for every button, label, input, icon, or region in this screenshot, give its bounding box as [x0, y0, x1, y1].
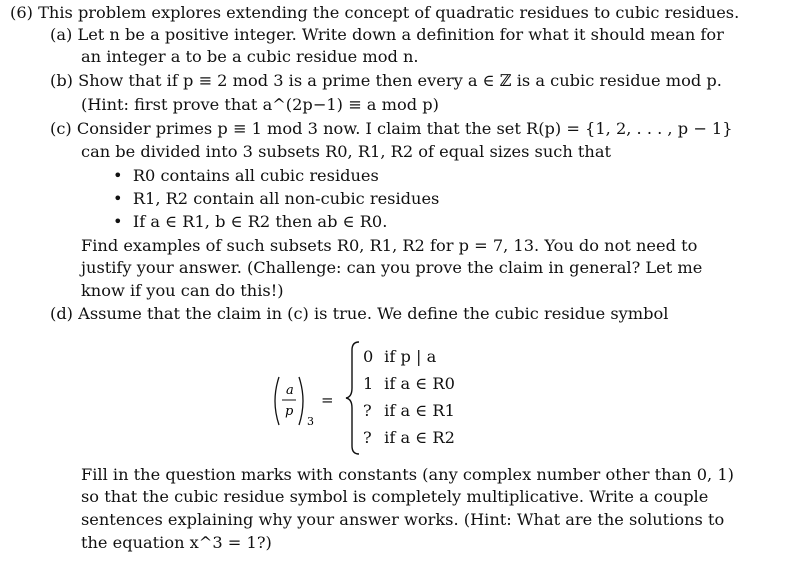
part-c-bullet-1: • R0 contains all cubic residues — [113, 166, 379, 185]
bullet-dot: • — [113, 166, 133, 185]
symbol-subscript: 3 — [307, 415, 314, 427]
part-c-after-1: Find examples of such subsets R0, R1, R2 for p = 7, 13. You do not need to — [81, 236, 698, 255]
problem-number: (6) — [10, 3, 33, 22]
part-b-label: (b) — [50, 71, 73, 90]
symbol-equals: = — [321, 391, 334, 409]
part-b-text-1: Show that if p ≡ 2 mod 3 is a prime then every a ∈ ℤ is a cubic residue mod p. — [78, 71, 722, 90]
part-c-bullet-3: • If a ∈ R1, b ∈ R2 then ab ∈ R0. — [113, 212, 388, 231]
case-row: 1 if a ∈ R0 — [363, 374, 455, 393]
cubic-residue-symbol — [269, 375, 341, 427]
part-a-text-2: an integer a to be a cubic residue mod n. — [81, 47, 419, 66]
left-paren — [275, 377, 279, 425]
symbol-bottom: p — [285, 404, 294, 419]
part-c-text-2: can be divided into 3 subsets R0, R1, R2 of equal sizes such that — [81, 142, 611, 161]
right-paren — [299, 377, 303, 425]
part-d-after-3: sentences explaining why your answer works. (Hint: What are the solutions to — [81, 510, 725, 529]
bullet-dot: • — [113, 189, 133, 208]
part-d-text-1: Assume that the claim in (c) is true. We define the cubic residue symbol — [78, 304, 669, 323]
part-c-after-2: justify your answer. (Challenge: can you prove the claim in general? Let me — [81, 258, 703, 277]
problem-intro-line — [10, 2, 739, 24]
part-c-after-3: know if you can do this!) — [81, 281, 284, 300]
part-c-text-1: Consider primes p ≡ 1 mod 3 now. I claim that the set R(p) = {1, 2, . . . , p − 1} — [76, 119, 733, 138]
part-c-label: (c) — [50, 119, 72, 138]
case-row: 0 if p | a — [363, 347, 437, 366]
part-c-line-1 — [50, 118, 733, 140]
part-b-text-2: (Hint: first prove that a^(2p−1) ≡ a mod p) — [81, 95, 439, 114]
bullet-dot: • — [113, 212, 133, 231]
cases-brace — [343, 340, 363, 456]
part-d-after-1: Fill in the question marks with constants (any complex number other than 0, 1) — [81, 465, 734, 484]
part-d-label: (d) — [50, 304, 73, 323]
part-d-after-2: so that the cubic residue symbol is completely multiplicative. Write a couple — [81, 487, 709, 506]
part-d-after-4: the equation x^3 = 1?) — [81, 533, 272, 552]
part-a-text-1: Let n be a positive integer. Write down a definition for what it should mean for — [77, 25, 724, 44]
case-row: ? if a ∈ R1 — [363, 401, 455, 420]
problem-intro: This problem explores extending the concept of quadratic residues to cubic residues. — [38, 3, 740, 22]
part-a-line-1 — [50, 24, 724, 46]
part-d-line-1 — [50, 303, 668, 325]
case-row: ? if a ∈ R2 — [363, 428, 455, 447]
part-c-bullet-2: • R1, R2 contain all non-cubic residues — [113, 189, 440, 208]
part-a-label: (a) — [50, 25, 73, 44]
part-b-line-1 — [50, 70, 722, 92]
symbol-top: a — [286, 383, 294, 398]
